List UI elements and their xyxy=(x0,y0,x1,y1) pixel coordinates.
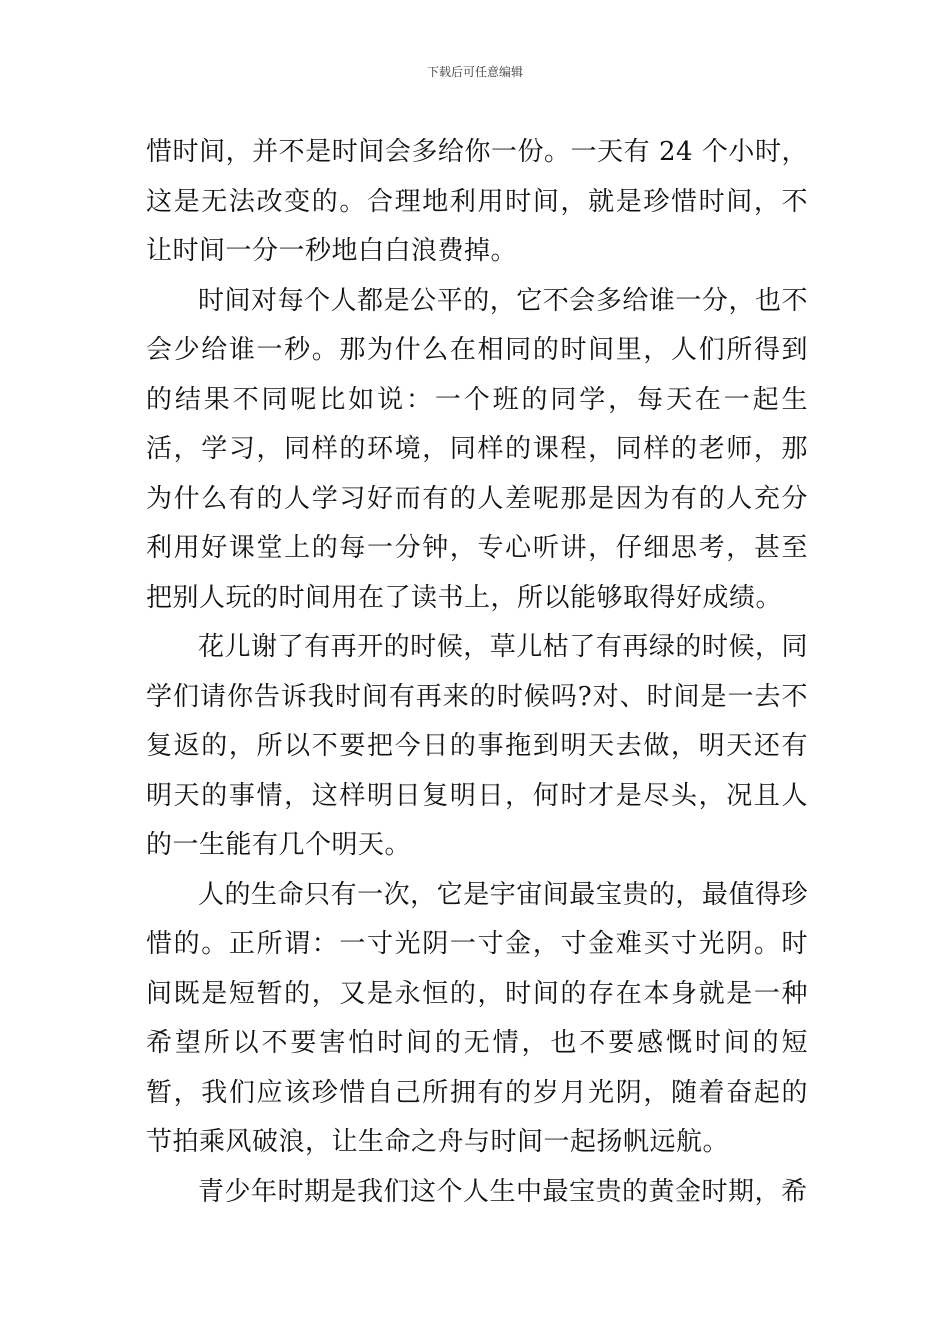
document-body xyxy=(146,128,808,1217)
paragraph-4: 人的生命只有一次，它是宇宙间最宝贵的，最值得珍惜的。正所谓：一寸光阴一寸金，寸金难买寸光阴。时间既是短暂的，又是永恒的，时间的存在本身就是一种希望所以不要害怕时间的无情，也不要感慨时间的短暂，我们应该珍惜自己所拥有的岁月光阴，随着奋起的节拍乘风破浪，让生命之舟与时间一起扬帆远航。 xyxy=(146,879,808,1157)
paragraph-2: 时间对每个人都是公平的，它不会多给谁一分，也不会少给谁一秒。那为什么在相同的时间里，人们所得到的结果不同呢比如说：一个班的同学，每天在一起生活，学习，同样的环境，同样的课程，同样的老师，那为什么有的人学习好而有的人差呢那是因为有的人充分利用好课堂上的每一分钟，专心听讲，仔细思考，甚至把别人玩的时间用在了读书上，所以能够取得好成绩。 xyxy=(146,285,808,613)
page-header: 下载后可任意编辑 xyxy=(426,65,523,79)
paragraph-3: 花儿谢了有再开的时候，草儿枯了有再绿的时候，同学们请你告诉我时间有再来的时候吗?对、时间是一去不复返的，所以不要把今日的事拖到明天去做，明天还有明天的事情，这样明日复明日，何时才是尽头，况且人的一生能有几个明天。 xyxy=(146,632,808,860)
paragraph-5: 青少年时期是我们这个人生中最宝贵的黄金时期，希 xyxy=(198,1176,808,1207)
paragraph-1: 惜时间，并不是时间会多给你一份。一天有 24 个小时，这是无法改变的。合理地利用时间，就是珍惜时间，不让时间一分一秒地白白浪费掉。 xyxy=(146,137,808,266)
